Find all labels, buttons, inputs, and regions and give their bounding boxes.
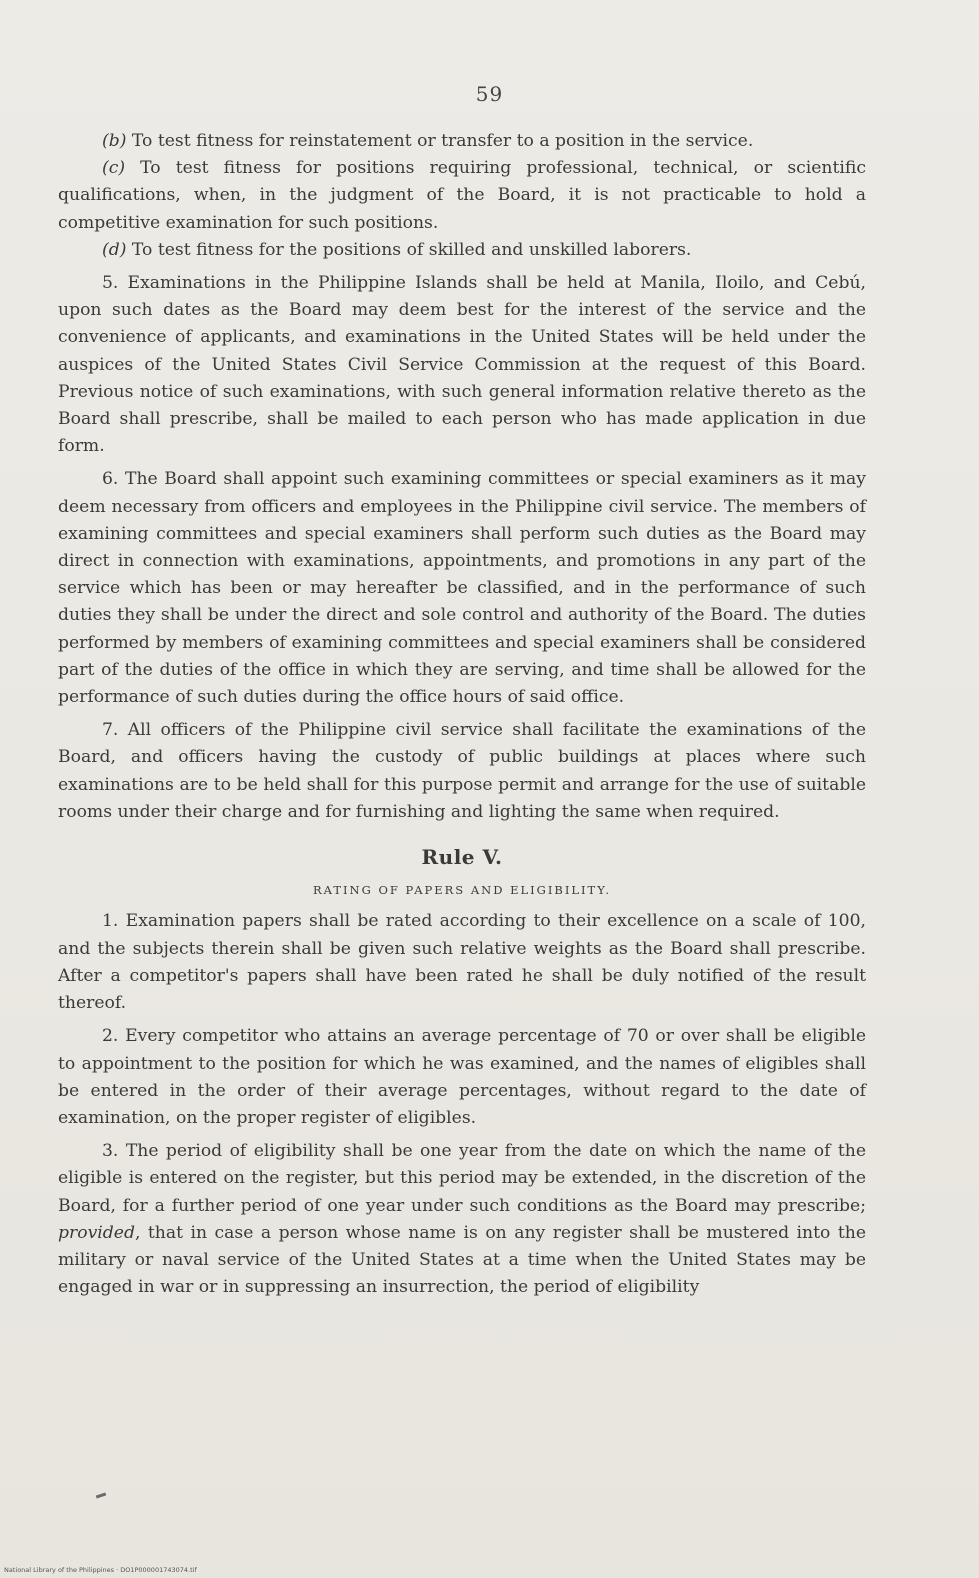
rule-heading: Rule V. <box>421 845 503 870</box>
footer-credit: National Library of the Philippines · DO1P000001743074.tif <box>4 1566 197 1574</box>
rule-paragraph-3-end: , that in case a person whose name is on any register shall be mustered into the military or naval service of the United States at a time when the United States may be engaged in war or in suppressing an insurrection, the period of eligibility <box>58 1222 866 1298</box>
paragraph-d <box>58 237 866 264</box>
rule-subheading: RATING OF PAPERS AND ELIGIBILITY. <box>313 883 611 898</box>
paragraph-5: 5. Examinations in the Philippine Islands shall be held at Manila, Iloilo, and Cebú, upon such dates as the Board may deem best for the interest of the service and the convenience of applicants, and examinations in the United States will be held under the auspices of the United States Civil Service Commission at the request of this Board. Previous notice of such examinations, with such general information relative thereto as the Board shall prescribe, shall be mailed to each person who has made application in due form. <box>58 273 866 457</box>
paragraph-b <box>58 128 866 155</box>
rule-paragraph-3-start: 3. The period of eligibility shall be one year from the date on which the name of the eligible is entered on the register, but this period may be extended, in the discretion of the Board, for a further period of one year under such conditions as the Board may prescribe; <box>58 1141 866 1216</box>
paragraph-7: 7. All officers of the Philippine civil service shall facilitate the examinations of the Board, and officers having the custody of public buildings at places where such examinations are to be held shall for this purpose permit and arrange for the use of suitable rooms under their charge and for furnishing and lighting the same when required. <box>58 720 866 822</box>
paragraph-d-text: To test fitness for the positions of skilled and unskilled laborers. <box>126 239 692 260</box>
paragraph-6: 6. The Board shall appoint such examining committees or special examiners as it may deem necessary from officers and employees in the Philippine civil service. The members of examining committees and special examiners shall perform such duties as the Board may direct in connection with examinations, appointments, and promotions in any part of the service which has been or may hereafter be classified, and in the performance of such duties they shall be under the direct and sole control and authority of the Board. The duties performed by members of examining committees and special examiners shall be considered part of the duties of the office in which they are serving, and time shall be allowed for the performance of such duties during the office hours of said office. <box>58 469 866 708</box>
paragraph-d-label: (d) <box>102 239 127 260</box>
rule-paragraph-3 <box>58 1138 866 1301</box>
rule-paragraph-1: 1. Examination papers shall be rated according to their excellence on a scale of 100, and the subjects therein shall be given such relative weights as the Board shall prescribe. After a competitor's papers shall have been rated he shall be duly notified of the result thereof. <box>58 911 866 1014</box>
paragraph-b-text: To test fitness for reinstatement or transfer to a position in the service. <box>126 131 754 151</box>
paragraph-c-text: To test fitness for positions requiring professional, technical, or scientific qualifications, when, in the judgment of the Board, it is not practicable to hold a competitive examination for such positions. <box>58 158 866 233</box>
rule-paragraph-3-italic: provided <box>58 1222 135 1243</box>
paragraph-b-label: (b) <box>102 131 127 151</box>
page-number: 59 <box>475 82 504 106</box>
page-body <box>58 128 866 1301</box>
rule-paragraph-2: 2. Every competitor who attains an average percentage of 70 or over shall be eligible to appointment to the position for which he was examined, and the names of eligibles shall be entered in the order of their average percentages, without regard to the date of examination, on the proper register of eligibles. <box>58 1026 866 1128</box>
paragraph-c-label: (c) <box>102 158 126 179</box>
ink-mark <box>96 1493 106 1499</box>
paragraph-c <box>58 155 866 237</box>
